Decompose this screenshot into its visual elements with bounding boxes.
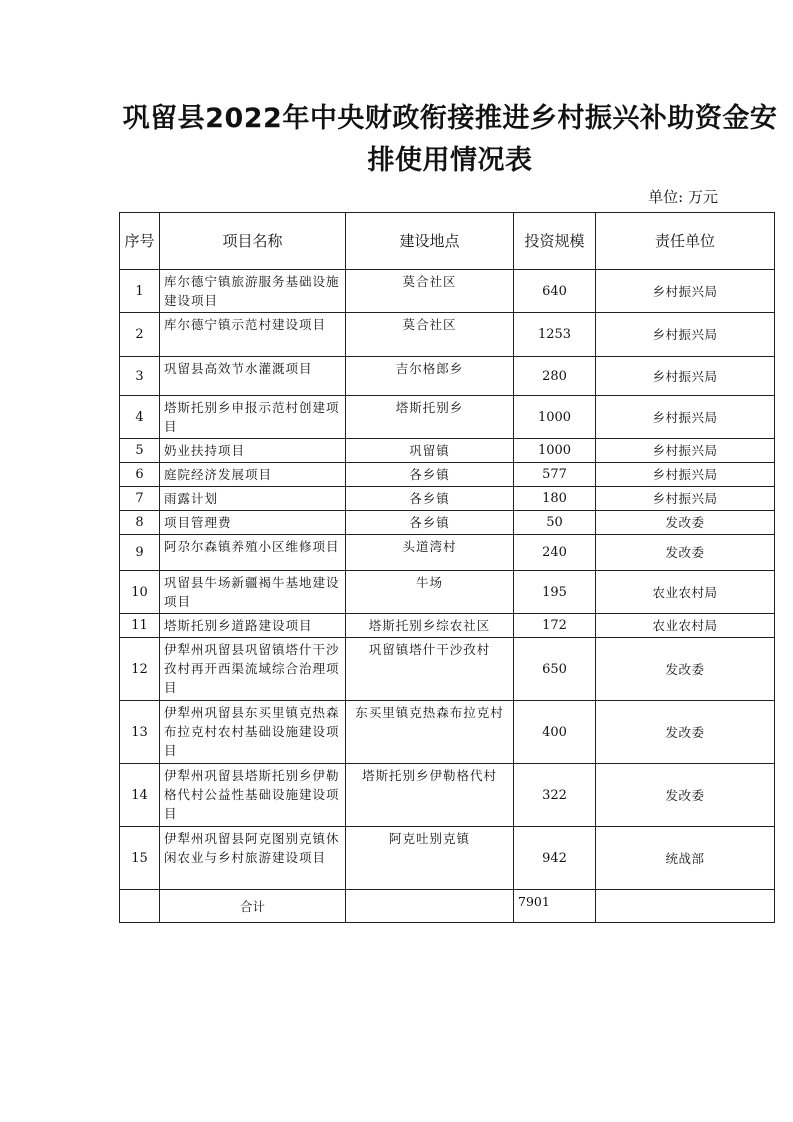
table-row xyxy=(120,357,775,396)
total-label: 合计 xyxy=(160,890,346,923)
total-dept-cell xyxy=(596,890,775,923)
row-no: 9 xyxy=(120,535,160,571)
row-dept: 乡村振兴局 xyxy=(596,487,775,511)
table-row xyxy=(120,313,775,357)
row-dept: 农业农村局 xyxy=(596,571,775,614)
row-project-name: 巩留县牛场新疆褐牛基地建设项目 xyxy=(160,571,346,614)
row-location: 各乡镇 xyxy=(346,487,514,511)
row-scale: 1000 xyxy=(514,396,596,439)
table-row xyxy=(120,487,775,511)
row-scale: 322 xyxy=(514,764,596,827)
row-location: 巩留镇塔什干沙孜村 xyxy=(346,638,514,701)
row-scale: 942 xyxy=(514,827,596,890)
funding-table xyxy=(119,212,775,923)
row-scale: 195 xyxy=(514,571,596,614)
row-no: 10 xyxy=(120,571,160,614)
row-project-name: 项目管理费 xyxy=(160,511,346,535)
row-no: 5 xyxy=(120,439,160,463)
table-row xyxy=(120,439,775,463)
total-row xyxy=(120,890,775,923)
table-row xyxy=(120,396,775,439)
row-project-name: 巩留县高效节水灌溉项目 xyxy=(160,357,346,396)
row-dept: 发改委 xyxy=(596,511,775,535)
row-project-name: 库尔德宁镇示范村建设项目 xyxy=(160,313,346,357)
row-scale: 50 xyxy=(514,511,596,535)
row-no: 13 xyxy=(120,701,160,764)
table-row xyxy=(120,701,775,764)
row-location: 阿克吐别克镇 xyxy=(346,827,514,890)
row-dept: 乡村振兴局 xyxy=(596,270,775,313)
unit-label: 单位: 万元 xyxy=(648,188,718,206)
row-no: 1 xyxy=(120,270,160,313)
table-row xyxy=(120,511,775,535)
table-row xyxy=(120,827,775,890)
table-row xyxy=(120,571,775,614)
row-no: 3 xyxy=(120,357,160,396)
row-no: 14 xyxy=(120,764,160,827)
header-no: 序号 xyxy=(120,213,160,270)
table-row xyxy=(120,535,775,571)
row-project-name: 阿尕尔森镇养殖小区维修项目 xyxy=(160,535,346,571)
row-location: 巩留镇 xyxy=(346,439,514,463)
row-dept: 发改委 xyxy=(596,701,775,764)
row-no: 7 xyxy=(120,487,160,511)
row-scale: 172 xyxy=(514,614,596,638)
row-no: 11 xyxy=(120,614,160,638)
row-location: 莫合社区 xyxy=(346,313,514,357)
row-project-name: 庭院经济发展项目 xyxy=(160,463,346,487)
table-row xyxy=(120,614,775,638)
row-project-name: 伊犁州巩留县东买里镇克热森布拉克村农村基础设施建设项目 xyxy=(160,701,346,764)
row-dept: 乡村振兴局 xyxy=(596,396,775,439)
row-no: 4 xyxy=(120,396,160,439)
row-location: 塔斯托别乡伊勒格代村 xyxy=(346,764,514,827)
table-header-row xyxy=(120,213,775,270)
table-body xyxy=(120,270,775,890)
row-scale: 280 xyxy=(514,357,596,396)
row-location: 吉尔格郎乡 xyxy=(346,357,514,396)
row-project-name: 伊犁州巩留县阿克图别克镇休闲农业与乡村旅游建设项目 xyxy=(160,827,346,890)
row-scale: 1000 xyxy=(514,439,596,463)
header-name: 项目名称 xyxy=(160,213,346,270)
row-location: 头道湾村 xyxy=(346,535,514,571)
row-location: 牛场 xyxy=(346,571,514,614)
row-project-name: 塔斯托别乡道路建设项目 xyxy=(160,614,346,638)
row-no: 6 xyxy=(120,463,160,487)
row-dept: 发改委 xyxy=(596,535,775,571)
row-location: 塔斯托别乡 xyxy=(346,396,514,439)
row-dept: 发改委 xyxy=(596,764,775,827)
row-no: 15 xyxy=(120,827,160,890)
row-no: 12 xyxy=(120,638,160,701)
table-row xyxy=(120,463,775,487)
row-scale: 640 xyxy=(514,270,596,313)
row-dept: 乡村振兴局 xyxy=(596,439,775,463)
row-dept: 乡村振兴局 xyxy=(596,357,775,396)
row-dept: 统战部 xyxy=(596,827,775,890)
header-scale: 投资规模 xyxy=(514,213,596,270)
row-scale: 1253 xyxy=(514,313,596,357)
row-location: 各乡镇 xyxy=(346,463,514,487)
row-no: 2 xyxy=(120,313,160,357)
total-location-cell xyxy=(346,890,514,923)
row-project-name: 奶业扶持项目 xyxy=(160,439,346,463)
row-project-name: 塔斯托别乡申报示范村创建项目 xyxy=(160,396,346,439)
table-row xyxy=(120,764,775,827)
row-scale: 240 xyxy=(514,535,596,571)
document-title: 巩留县2022年中央财政衔接推进乡村振兴补助资金安排使用情况表 xyxy=(122,103,778,176)
row-scale: 180 xyxy=(514,487,596,511)
total-scale: 7901 xyxy=(514,890,596,923)
row-project-name: 伊犁州巩留县巩留镇塔什干沙孜村再开西渠流域综合治理项目 xyxy=(160,638,346,701)
total-no-cell xyxy=(120,890,160,923)
header-dept: 责任单位 xyxy=(596,213,775,270)
row-no: 8 xyxy=(120,511,160,535)
row-location: 莫合社区 xyxy=(346,270,514,313)
row-scale: 650 xyxy=(514,638,596,701)
row-dept: 农业农村局 xyxy=(596,614,775,638)
table-row xyxy=(120,270,775,313)
row-project-name: 库尔德宁镇旅游服务基础设施建设项目 xyxy=(160,270,346,313)
table-row xyxy=(120,638,775,701)
row-location: 各乡镇 xyxy=(346,511,514,535)
header-location: 建设地点 xyxy=(346,213,514,270)
row-dept: 发改委 xyxy=(596,638,775,701)
row-project-name: 伊犁州巩留县塔斯托别乡伊勒格代村公益性基础设施建设项目 xyxy=(160,764,346,827)
row-dept: 乡村振兴局 xyxy=(596,313,775,357)
row-location: 塔斯托别乡综农社区 xyxy=(346,614,514,638)
row-scale: 400 xyxy=(514,701,596,764)
row-dept: 乡村振兴局 xyxy=(596,463,775,487)
row-location: 东买里镇克热森布拉克村 xyxy=(346,701,514,764)
row-scale: 577 xyxy=(514,463,596,487)
row-project-name: 雨露计划 xyxy=(160,487,346,511)
